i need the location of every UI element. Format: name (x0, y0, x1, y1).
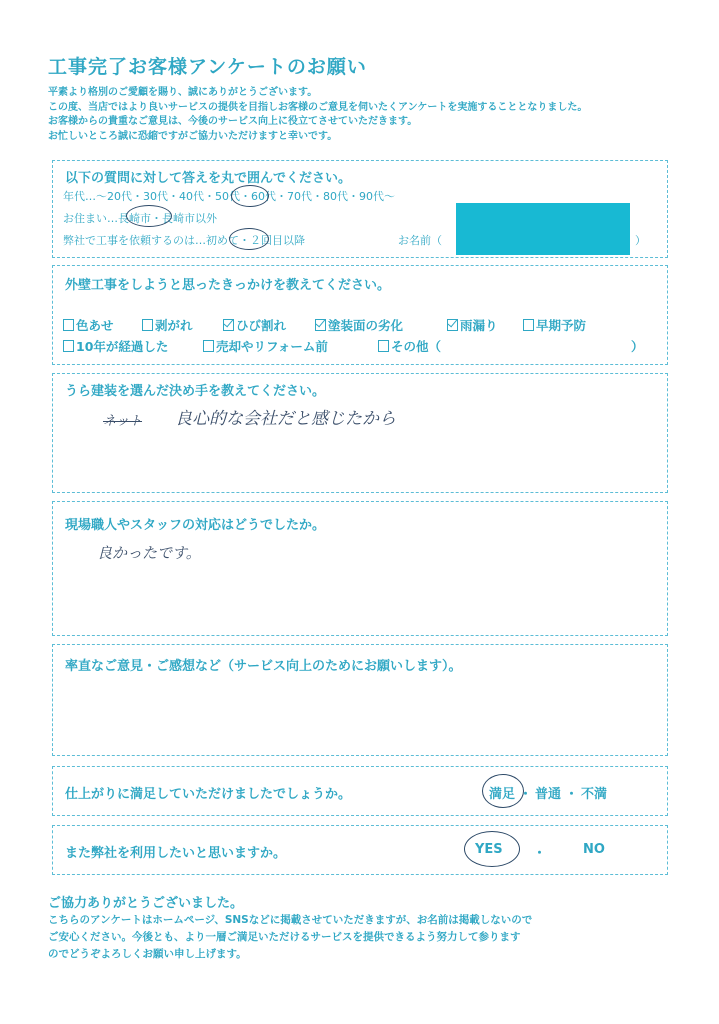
checkbox-icon[interactable] (378, 340, 389, 352)
footer-line: のでどうぞよろしくお願い申し上げます。 (48, 948, 247, 960)
option-prevention[interactable]: 早期予防 (523, 316, 586, 334)
option-other-close: ） (631, 339, 644, 354)
option-cracks[interactable]: ひび割れ (223, 316, 286, 334)
deciding-factor-answer[interactable]: 良心的な会社だと感じたから (175, 409, 396, 429)
option-peeling[interactable]: 剥がれ (142, 316, 193, 334)
question-staff-response (52, 501, 668, 636)
staff-response-answer[interactable]: 良かったです。 (97, 544, 201, 562)
checkbox-icon[interactable] (203, 340, 214, 352)
choice-separator: ・ (533, 846, 547, 861)
footer-text (48, 912, 532, 963)
choice-normal[interactable]: 普通 (535, 787, 562, 802)
age-line[interactable]: 年代…～20代・30代・40代・50代・60代・70代・80代・90代～ (63, 190, 395, 203)
q6-heading: 仕上がりに満足していただけましたでしょうか。 (65, 787, 352, 802)
choice-dissatisfied[interactable]: 不満 (581, 787, 608, 802)
q5-heading: 率直なご意見・ご感想など（サービス向上のためにお願いします）。 (65, 659, 462, 674)
q3-heading: うら建装を選んだ決め手を教えてください。 (65, 384, 326, 399)
option-fading[interactable]: 色あせ (63, 316, 114, 334)
choice-satisfied[interactable]: 満足 (489, 787, 516, 802)
checkbox-checked-icon[interactable] (447, 319, 458, 331)
option-sale-reform[interactable]: 売却やリフォーム前 (203, 337, 328, 355)
checkbox-icon[interactable] (63, 319, 74, 331)
choice-yes[interactable]: YES (475, 842, 503, 857)
checkbox-checked-icon[interactable] (223, 319, 234, 331)
request-answer-circle (229, 228, 269, 250)
struck-answer: ネット (103, 414, 143, 429)
checkbox-icon[interactable] (523, 319, 534, 331)
footer-line: ご安心ください。今後とも、より一層ご満足いただけるサービスを提供できるよう努力して参ります (48, 931, 521, 943)
option-deterioration[interactable]: 塗装面の劣化 (315, 316, 403, 334)
question-trigger (52, 265, 668, 365)
checkbox-checked-icon[interactable] (315, 319, 326, 331)
reuse-answer-circle (464, 831, 520, 867)
footer-line: こちらのアンケートはホームページ、SNSなどに掲載させていただきますが、お名前は掲載しないので (48, 914, 533, 926)
q4-heading: 現場職人やスタッフの対応はどうでしたか。 (65, 518, 326, 533)
page-title: 工事完了お客様アンケートのお願い (48, 56, 367, 78)
age-answer-circle (231, 185, 269, 207)
choice-no[interactable]: NO (583, 842, 605, 857)
request-line[interactable]: 弊社で工事を依頼するのは…初めて・２回目以降 (63, 234, 305, 247)
option-leak[interactable]: 雨漏り (447, 316, 498, 334)
choice-separator: ・ (519, 787, 533, 802)
q2-heading: 外壁工事をしようと思ったきっかけを教えてください。 (65, 278, 391, 293)
choice-separator: ・ (565, 787, 579, 802)
intro-line: この度、当店ではより良いサービスの提供を目指しお客様のご意見を伺いたくアンケートを実施することとなりました。 (48, 101, 588, 113)
intro-line: お忙しいところ誠に恐縮ですがご協力いただけますと幸いです。 (48, 130, 338, 142)
question-deciding-factor (52, 373, 668, 493)
checkbox-icon[interactable] (63, 340, 74, 352)
question-feedback (52, 644, 668, 756)
residence-line[interactable]: お住まい…長崎市・長崎市以外 (63, 212, 217, 225)
option-other[interactable]: その他（ (378, 337, 441, 355)
name-redaction (456, 203, 630, 255)
intro-line: お客様からの貴重なご意見は、今後のサービス向上に役立てさせていただきます。 (48, 116, 418, 128)
intro-line: 平素より格別のご愛顧を賜り、誠にありがとうございます。 (48, 87, 318, 98)
name-close: ） (635, 234, 646, 247)
checkbox-icon[interactable] (142, 319, 153, 331)
satisfaction-answer-circle (482, 774, 524, 808)
intro-text (48, 86, 587, 144)
name-label: お名前（ (398, 234, 442, 247)
question-satisfaction (52, 766, 668, 816)
option-ten-years[interactable]: 10年が経過した (63, 337, 168, 355)
question-reuse (52, 825, 668, 875)
thanks-heading: ご協力ありがとうございました。 (48, 896, 244, 911)
q1-heading: 以下の質問に対して答えを丸で囲んでください。 (65, 171, 352, 186)
residence-answer-circle (126, 205, 172, 227)
q7-heading: また弊社を利用したいと思いますか。 (65, 846, 287, 861)
